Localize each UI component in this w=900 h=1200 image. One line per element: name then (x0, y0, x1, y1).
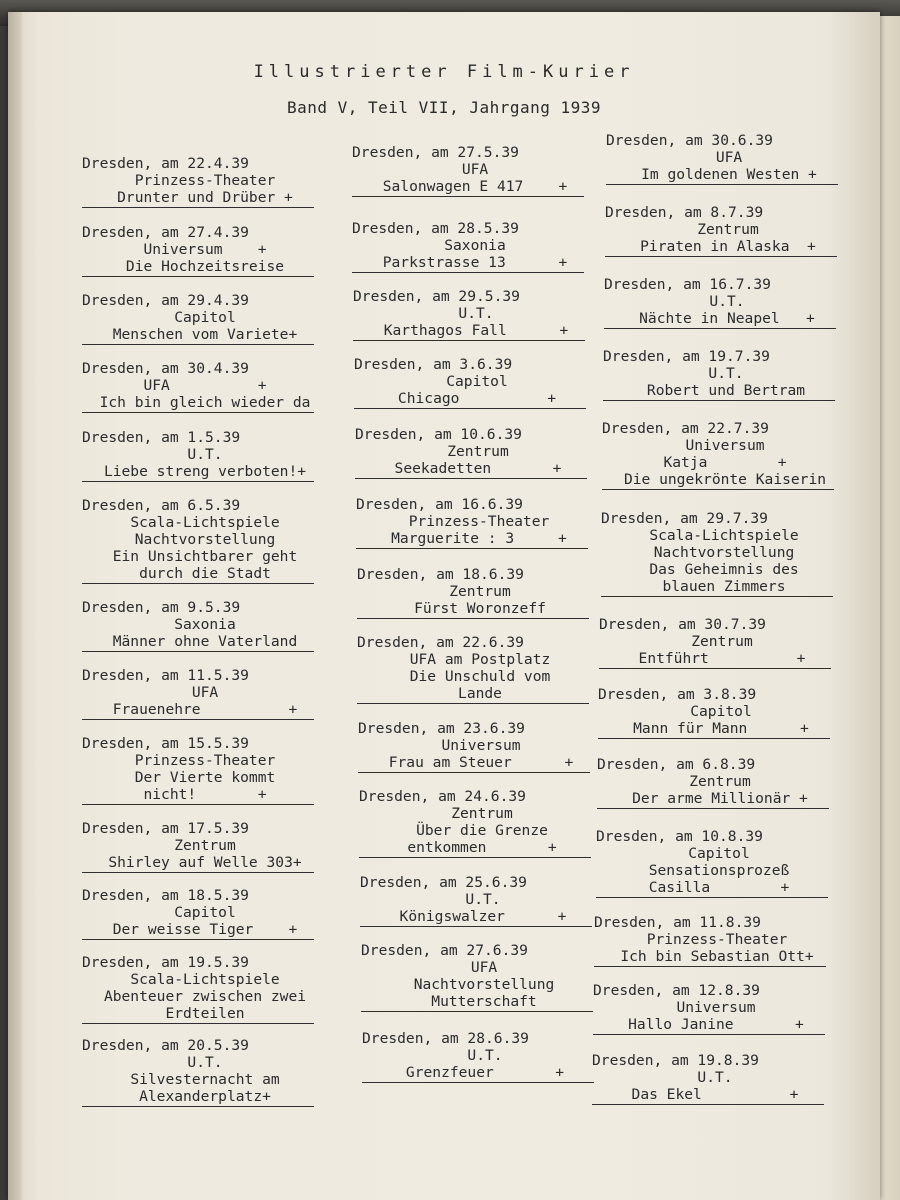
screening-entry (80, 155, 330, 208)
screening-date: Dresden, am 29.5.39 (353, 288, 520, 305)
binding-gutter (8, 12, 22, 1200)
screening-date: Dresden, am 18.6.39 (357, 566, 524, 583)
screening-entry (352, 356, 602, 409)
screening-entry (601, 348, 851, 401)
screening-date: Dresden, am 11.5.39 (82, 667, 249, 684)
film-title-line: Im goldenen Westen + (641, 166, 817, 183)
screening-date: Dresden, am 8.7.39 (605, 204, 764, 221)
screening-entry (599, 510, 849, 597)
underline-rule (604, 328, 836, 329)
cinema-name: Scala-Lichtspiele (649, 527, 799, 544)
film-title-line: Silvesternacht am (130, 1071, 280, 1088)
underline-rule (82, 719, 314, 720)
screening-entry (80, 735, 330, 805)
underline-rule (82, 344, 314, 345)
screening-entry (350, 144, 600, 197)
underline-rule (354, 408, 586, 409)
film-title-line: Der arme Millionär + (632, 790, 808, 807)
underline-rule (603, 400, 835, 401)
screening-entry (80, 360, 330, 413)
film-title-line: Das Ekel + (631, 1086, 799, 1103)
screening-entry (80, 599, 330, 652)
screening-entry (597, 616, 847, 669)
film-title-line: Shirley auf Welle 303+ (108, 854, 302, 871)
screening-entry (592, 914, 842, 967)
underline-rule (359, 857, 591, 858)
cinema-name: UFA + (143, 377, 267, 394)
screening-entry (360, 1030, 610, 1083)
film-title-line: Ich bin gleich wieder da (99, 394, 311, 411)
film-title-line: Nachtvorstellung (134, 531, 276, 548)
film-title-line: Lande (458, 685, 502, 702)
cinema-name: Zentrum (691, 633, 753, 650)
underline-rule (82, 412, 314, 413)
cinema-name: Prinzess-Theater (408, 513, 550, 530)
underline-rule (357, 618, 589, 619)
underline-rule (597, 808, 829, 809)
cinema-name: Universum + (143, 241, 267, 258)
screening-entry (80, 429, 330, 482)
underline-rule (606, 184, 838, 185)
underline-rule (599, 668, 831, 669)
underline-rule (593, 1034, 825, 1035)
film-title-line: Salonwagen E 417 + (382, 178, 568, 195)
screening-entry (603, 204, 853, 257)
screening-date: Dresden, am 28.6.39 (362, 1030, 529, 1047)
film-title-line: blauen Zimmers (662, 578, 786, 595)
underline-rule (356, 548, 588, 549)
screening-date: Dresden, am 19.5.39 (82, 954, 249, 971)
underline-rule (82, 804, 314, 805)
screening-entry (351, 288, 601, 341)
screening-date: Dresden, am 27.6.39 (361, 942, 528, 959)
film-title-line: Robert und Bertram (646, 382, 806, 399)
screening-date: Dresden, am 6.8.39 (597, 756, 756, 773)
screening-entry (355, 634, 605, 704)
film-title-line: Entführt + (638, 650, 806, 667)
underline-rule (594, 966, 826, 967)
underline-rule (358, 772, 590, 773)
film-title-line: Das Geheimnis des (649, 561, 799, 578)
underline-rule (82, 872, 314, 873)
cinema-name: Prinzess-Theater (646, 931, 788, 948)
film-title-line: Mann für Mann + (633, 720, 809, 737)
cinema-name: U.T. (697, 1069, 733, 1086)
cinema-name: Zentrum (449, 583, 511, 600)
cinema-name: UFA (191, 684, 219, 701)
film-title-line: Chicago + (397, 390, 557, 407)
film-title-line: Der Vierte kommt (134, 769, 276, 786)
cinema-name: U.T. (458, 305, 494, 322)
underline-rule (598, 738, 830, 739)
cinema-name: U.T. (187, 1054, 223, 1071)
screening-date: Dresden, am 29.4.39 (82, 292, 249, 309)
cinema-name: Scala-Lichtspiele (130, 514, 280, 531)
screening-entry (354, 496, 604, 549)
screening-date: Dresden, am 10.6.39 (355, 426, 522, 443)
screening-date: Dresden, am 30.7.39 (599, 616, 766, 633)
screening-date: Dresden, am 11.8.39 (594, 914, 761, 931)
underline-rule (82, 1023, 314, 1024)
screening-entry (80, 224, 330, 277)
screening-entry (591, 982, 841, 1035)
cinema-name: U.T. (709, 293, 745, 310)
screening-entry (356, 720, 606, 773)
screening-date: Dresden, am 3.8.39 (598, 686, 757, 703)
screening-date: Dresden, am 27.4.39 (82, 224, 249, 241)
screening-entry (80, 667, 330, 720)
cinema-name: Prinzess-Theater (134, 752, 276, 769)
screening-entry (80, 820, 330, 873)
screening-date: Dresden, am 30.6.39 (606, 132, 773, 149)
film-title-line: Menschen vom Variete+ (112, 326, 298, 343)
film-title-line: Mutterschaft (431, 993, 537, 1010)
screening-date: Dresden, am 25.6.39 (360, 874, 527, 891)
underline-rule (355, 478, 587, 479)
underline-rule (352, 196, 584, 197)
screening-entry (595, 756, 845, 809)
screening-date: Dresden, am 22.6.39 (357, 634, 524, 651)
screening-entry (596, 686, 846, 739)
film-title-line: Männer ohne Vaterland (112, 633, 298, 650)
screening-entry (357, 788, 607, 858)
film-title-line: Ein Unsichtbarer geht (112, 548, 298, 565)
screening-date: Dresden, am 6.5.39 (82, 497, 241, 514)
film-title-line: Karthagos Fall + (383, 322, 569, 339)
screening-date: Dresden, am 12.8.39 (593, 982, 760, 999)
film-title-line: Nachtvorstellung (413, 976, 555, 993)
film-title-line: Nachtvorstellung (653, 544, 795, 561)
underline-rule (353, 340, 585, 341)
film-title-line: Katja + (663, 454, 787, 471)
cinema-name: Zentrum (689, 773, 751, 790)
cinema-name: Prinzess-Theater (134, 172, 276, 189)
screening-entry (355, 566, 605, 619)
cinema-name: Universum (441, 737, 521, 754)
cinema-name: Saxonia (444, 237, 506, 254)
page-subtitle: Band V, Teil VII, Jahrgang 1939 (286, 98, 602, 117)
screening-entry (80, 1037, 330, 1107)
film-title-line: entkommen + (407, 839, 557, 856)
film-title-line: Casilla + (648, 879, 790, 896)
screening-entry (80, 954, 330, 1024)
cinema-name: Saxonia (174, 616, 236, 633)
underline-rule (82, 276, 314, 277)
film-title-line: Drunter und Drüber + (117, 189, 293, 206)
film-title-line: Fürst Woronzeff (414, 600, 546, 617)
cinema-name: Universum (676, 999, 756, 1016)
film-title-line: Frauenehre + (112, 701, 298, 718)
cinema-name: Capitol (174, 309, 236, 326)
screening-date: Dresden, am 9.5.39 (82, 599, 241, 616)
screening-date: Dresden, am 24.6.39 (359, 788, 526, 805)
screening-date: Dresden, am 22.7.39 (602, 420, 769, 437)
film-title-line: Sensationsprozeß (648, 862, 790, 879)
screening-date: Dresden, am 3.6.39 (354, 356, 513, 373)
film-title-line: Die Unschuld vom (409, 668, 551, 685)
film-title-line: durch die Stadt (139, 565, 271, 582)
cinema-name: Scala-Lichtspiele (130, 971, 280, 988)
screening-date: Dresden, am 10.8.39 (596, 828, 763, 845)
screening-date: Dresden, am 27.5.39 (352, 144, 519, 161)
underline-rule (601, 596, 833, 597)
underline-rule (82, 651, 314, 652)
film-title-line: Der weisse Tiger + (112, 921, 298, 938)
screening-date: Dresden, am 16.7.39 (604, 276, 771, 293)
underline-rule (82, 207, 314, 208)
film-title-line: Piraten in Alaska + (640, 238, 816, 255)
film-title-line: Nächte in Neapel + (639, 310, 815, 327)
underline-rule (82, 1106, 314, 1107)
screening-date: Dresden, am 29.7.39 (601, 510, 768, 527)
film-title-line: Frau am Steuer + (388, 754, 574, 771)
film-title-line: Parkstrasse 13 + (382, 254, 568, 271)
film-title-line: Die Hochzeitsreise (125, 258, 285, 275)
page-title: Illustrierter Film-Kurier (253, 62, 635, 82)
screening-entry (602, 276, 852, 329)
underline-rule (82, 939, 314, 940)
film-title-line: Die ungekrönte Kaiserin (623, 471, 827, 488)
underline-rule (362, 1082, 594, 1083)
screening-date: Dresden, am 1.5.39 (82, 429, 241, 446)
screening-date: Dresden, am 19.7.39 (603, 348, 770, 365)
cinema-name: UFA (715, 149, 743, 166)
screening-entry (358, 874, 608, 927)
cinema-name: Zentrum (697, 221, 759, 238)
underline-rule (82, 481, 314, 482)
film-title-line: Abenteuer zwischen zwei (103, 988, 307, 1005)
film-title-line: Liebe streng verboten!+ (103, 463, 307, 480)
underline-rule (605, 256, 837, 257)
screening-date: Dresden, am 23.6.39 (358, 720, 525, 737)
screening-entry (359, 942, 609, 1012)
cinema-name: Zentrum (451, 805, 513, 822)
screening-date: Dresden, am 22.4.39 (82, 155, 249, 172)
screening-date: Dresden, am 20.5.39 (82, 1037, 249, 1054)
screening-date: Dresden, am 30.4.39 (82, 360, 249, 377)
screening-date: Dresden, am 28.5.39 (352, 220, 519, 237)
film-title-line: Königswalzer + (399, 908, 567, 925)
film-title-line: Alexanderplatz+ (139, 1088, 271, 1105)
screening-entry (80, 292, 330, 345)
cinema-name: Capitol (174, 904, 236, 921)
screening-date: Dresden, am 19.8.39 (592, 1052, 759, 1069)
cinema-name: UFA (470, 959, 498, 976)
screening-entry (594, 828, 844, 898)
film-title-line: Hallo Janine + (628, 1016, 804, 1033)
underline-rule (592, 1104, 824, 1105)
screening-date: Dresden, am 18.5.39 (82, 887, 249, 904)
cinema-name: Capitol (690, 703, 752, 720)
underline-rule (602, 489, 834, 490)
typewritten-page (8, 12, 880, 1200)
screening-entry (80, 497, 330, 584)
cinema-name: U.T. (187, 446, 223, 463)
film-title-line: Über die Grenze (416, 822, 548, 839)
screening-date: Dresden, am 15.5.39 (82, 735, 249, 752)
underline-rule (82, 583, 314, 584)
screening-entry (353, 426, 603, 479)
cinema-name: Capitol (688, 845, 750, 862)
underline-rule (357, 703, 589, 704)
screening-date: Dresden, am 17.5.39 (82, 820, 249, 837)
underline-rule (352, 272, 584, 273)
screening-entry (80, 887, 330, 940)
cinema-name: Zentrum (447, 443, 509, 460)
underline-rule (361, 1011, 593, 1012)
screening-entry (590, 1052, 840, 1105)
cinema-name: Zentrum (174, 837, 236, 854)
cinema-name: U.T. (465, 891, 501, 908)
cinema-name: Capitol (446, 373, 508, 390)
cinema-name: UFA am Postplatz (409, 651, 551, 668)
screening-entry (604, 132, 854, 185)
screening-entry (600, 420, 850, 490)
cinema-name: Universum (685, 437, 765, 454)
cinema-name: UFA (461, 161, 489, 178)
screening-entry (350, 220, 600, 273)
cinema-name: U.T. (708, 365, 744, 382)
underline-rule (596, 897, 828, 898)
film-title-line: Erdteilen (165, 1005, 245, 1022)
film-title-line: nicht! + (143, 786, 267, 803)
film-title-line: Marguerite : 3 + (391, 530, 567, 547)
film-title-line: Ich bin Sebastian Ott+ (620, 948, 814, 965)
cinema-name: U.T. (467, 1047, 503, 1064)
film-title-line: Seekadetten + (394, 460, 562, 477)
film-title-line: Grenzfeuer + (405, 1064, 565, 1081)
underline-rule (360, 926, 592, 927)
screening-date: Dresden, am 16.6.39 (356, 496, 523, 513)
